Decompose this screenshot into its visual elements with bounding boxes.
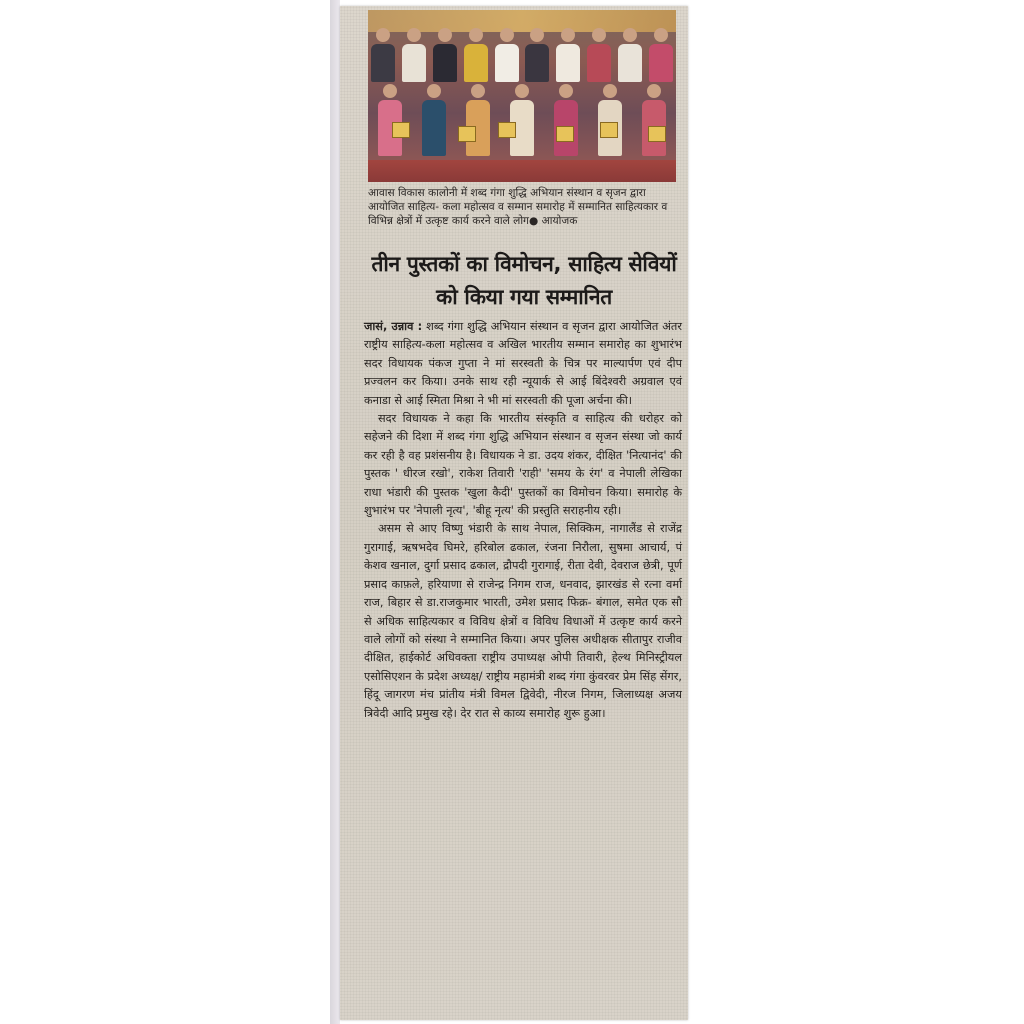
person xyxy=(464,28,488,82)
headline: तीन पुस्तकों का विमोचन, साहित्य सेवियों को किया गया सम्मानित xyxy=(371,252,677,309)
person xyxy=(495,28,519,82)
person xyxy=(525,28,549,82)
person xyxy=(587,28,611,82)
dateline: जासं, उन्नाव : xyxy=(364,320,423,333)
award-plaque xyxy=(392,122,410,138)
person xyxy=(378,84,402,156)
person xyxy=(510,84,534,156)
person xyxy=(466,84,490,156)
article-body xyxy=(364,318,682,723)
person xyxy=(371,28,395,82)
photo-back-row xyxy=(368,28,676,82)
award-plaque xyxy=(556,126,574,142)
person xyxy=(649,28,673,82)
person xyxy=(556,28,580,82)
paragraph: सदर विधायक ने कहा कि भारतीय संस्कृति व साहित्य की धरोहर को सहेजने की दिशा में शब्द गंगा शुद्धि अभियान संस्थान व सृजन संस्था जो कार्य कर रही है वह प्रशंसनीय है। विधायक ने डा. उदय शंकर, दीक्षित 'नित्यानंद' की पुस्तक ' धीरज रखो', राकेश तिवारी 'राही' 'समय के रंग' व नेपाली लेखिका राधा भंडारी की पुस्तक 'खुला कैदी' पुस्तकों का विमोचन किया। समारोह के शुभारंभ पर 'नेपाली नृत्य', 'बीहू नृत्य' की प्रस्तुति सराहनीय रही। xyxy=(364,412,682,518)
award-plaque xyxy=(498,122,516,138)
photo-caption: आवास विकास कालोनी में शब्द गंगा शुद्धि अभियान संस्थान व सृजन द्वारा आयोजित साहित्य- कला महोत्सव व सम्मान समारोह में सम्मानित साहित्यकार व विभिन्न क्षेत्रों में उत्कृष्ट कार्य करने वाले लोग● आयोजक xyxy=(368,187,668,227)
person xyxy=(422,84,446,156)
person xyxy=(598,84,622,156)
scan-background-right xyxy=(690,0,1024,1024)
person xyxy=(554,84,578,156)
person xyxy=(402,28,426,82)
award-plaque xyxy=(600,122,618,138)
stage-floor xyxy=(368,160,676,182)
person xyxy=(642,84,666,156)
photo-front-row xyxy=(368,84,676,156)
award-plaque xyxy=(648,126,666,142)
paragraph-text: शब्द गंगा शुद्धि अभियान संस्थान व सृजन द्वारा आयोजित अंतर राष्ट्रीय साहित्य-कला महोत्सव व अखिल भारतीय सम्मान समारोह का शुभारंभ सदर विधायक पंकज गुप्ता ने मां सरस्वती के चित्र पर माल्यार्पण एवं दीप प्रज्वलन कर किया। उनके साथ रही न्यूयार्क से आई बिंदेश्वरी अग्रवाल एवं कनाडा से आई स्मिता मिश्रा ने भी मां सरस्वती की पूजा अर्चना की। xyxy=(364,320,682,407)
paragraph xyxy=(364,318,682,410)
event-photo xyxy=(368,10,676,182)
award-plaque xyxy=(458,126,476,142)
newspaper-clipping xyxy=(340,6,688,1020)
scan-edge-shadow xyxy=(330,0,340,1024)
scan-background-left xyxy=(0,0,330,1024)
paragraph: असम से आए विष्णु भंडारी के साथ नेपाल, सिक्किम, नागालैंड से राजेंद्र गुरागाई, ऋषभदेव घिमरे, हरिबोल ढकाल, रंजना निरौला, सुषमा आचार्य, पं केशव खनाल, दुर्गा प्रसाद ढकाल, द्रौपदी गुरागाई, रीता देवी, देवराज छेत्री, पूर्ण प्रसाद काफ़ले, हरियाणा से राजेन्द्र निगम राज, धनवाद, झारखंड से रत्ना वर्मा राज, बिहार से डा.राजकुमार भारती, उमेश प्रसाद फिक्र- बंगाल, समेत एक सौ से अधिक साहित्यकार व विविध क्षेत्रों व विविध विधाओं में उत्कृष्ट कार्य करने वाले लोगों को संस्था ने सम्मानित किया। अपर पुलिस अधीक्षक सीतापुर राजीव दीक्षित, हाईकोर्ट अधिवक्ता राष्ट्रीय उपाध्यक्ष ओपी तिवारी, हेल्थ मिनिस्ट्रीयल एसोसिएशन के प्रदेश अध्यक्ष/ राष्ट्रीय महामंत्री शब्द गंगा कुंवरवर प्रेम सिंह सेंगर, हिंदू जागरण मंच प्रांतीय मंत्री विमल द्विवेदी, नीरज निगम, जिलाध्यक्ष अजय त्रिवेदी आदि प्रमुख रहे। देर रात से काव्य समारोह शुरू हुआ। xyxy=(364,522,682,720)
person xyxy=(433,28,457,82)
person xyxy=(618,28,642,82)
